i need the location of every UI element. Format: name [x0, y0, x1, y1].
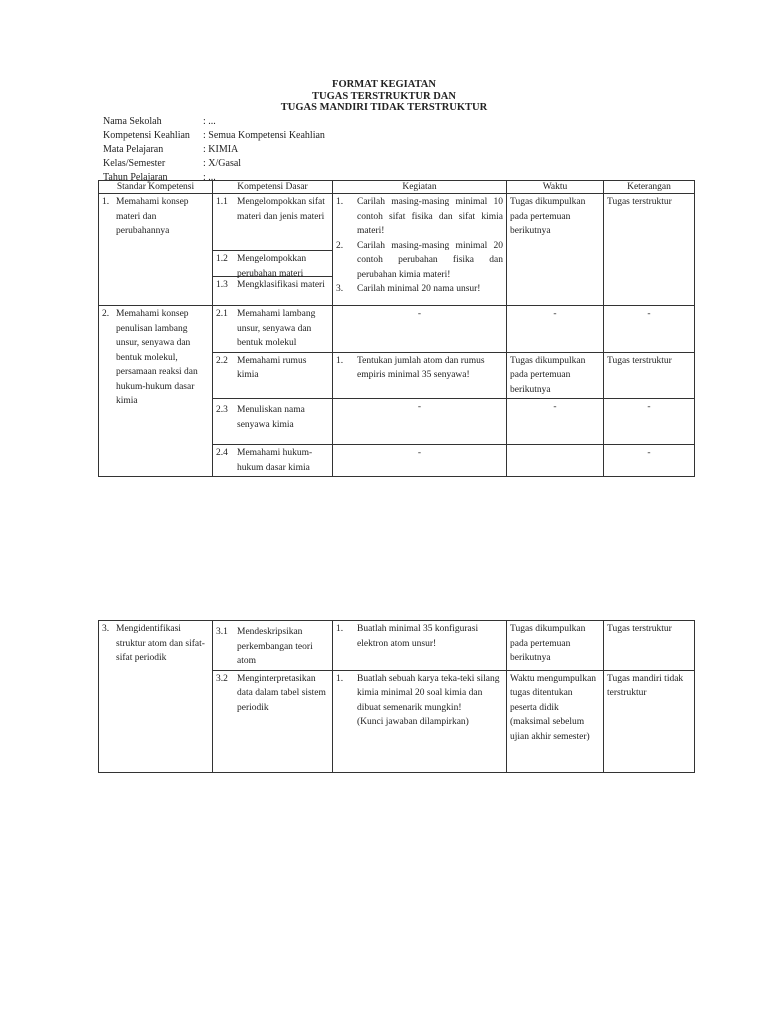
kd-cell [213, 621, 333, 671]
list-text: Tentukan jumlah atom dan rumus empiris minimal 35 senyawa! [357, 355, 485, 380]
kd-number: 2.3 [216, 405, 228, 415]
kd-text: Memahami rumus kimia [237, 355, 307, 380]
kd-text: Memahami hukum-hukum dasar kimia [237, 448, 313, 473]
kd-number: 1.1 [216, 197, 228, 207]
meta-row-school [103, 115, 325, 129]
sk-text: Memahami konsep materi dan perubahannya [116, 197, 189, 236]
sk-text: Memahami konsep penulisan lambang unsur, senyawa dan bentuk molekul, persamaan reaksi dan hukum-hukum dasar kimia [116, 309, 198, 406]
table-row-sk2-a [99, 306, 695, 353]
kd-cell [213, 306, 333, 353]
waktu-cell: - [507, 399, 604, 445]
header-kegiatan: Kegiatan [333, 181, 507, 194]
waktu-cell: - [507, 306, 604, 353]
list-number: 1. [336, 355, 344, 366]
meta-value: : ... [203, 172, 216, 183]
kd-number: 3.1 [216, 627, 228, 637]
meta-label: Nama Sekolah [103, 116, 162, 127]
kd-text: Mengklasifikasi materi [237, 280, 325, 290]
kd-text: Mengelompokkan perubahan materi [237, 254, 307, 279]
activity-table-1 [98, 180, 695, 477]
meta-value: : KIMIA [203, 144, 239, 155]
list-number: 2. [336, 240, 344, 251]
document-title-line-3: TUGAS MANDIRI TIDAK TERSTRUKTUR [280, 102, 488, 113]
kegiatan-cell [333, 621, 507, 671]
waktu-cell [507, 445, 604, 477]
waktu-cell: Tugas dikumpulkan pada pertemuan berikutnya [507, 621, 604, 671]
keterangan-cell: - [604, 399, 695, 445]
list-number: 1. [336, 673, 344, 684]
sk-number: 2. [102, 309, 110, 319]
kd-cell [213, 399, 333, 445]
keterangan-cell: Tugas terstruktur [604, 352, 695, 399]
kd-number: 2.4 [216, 448, 228, 458]
meta-row-subject [103, 143, 325, 157]
document-title-line-1: FORMAT KEGIATAN [332, 79, 436, 90]
kd-number: 1.2 [216, 254, 228, 264]
sk-cell [99, 621, 213, 773]
table-row-sk1 [99, 194, 695, 306]
keterangan-cell: - [604, 306, 695, 353]
waktu-cell: Tugas dikumpulkan pada pertemuan berikutnya [507, 352, 604, 399]
list-text: Carilah minimal 20 nama unsur! [357, 284, 481, 294]
keterangan-cell: Tugas terstruktur [604, 194, 695, 306]
kd-number: 1.3 [216, 280, 228, 290]
sk-text: Mengidentifikasi struktur atom dan sifat-sifat periodik [116, 624, 205, 663]
list-text: Carilah masing-masing minimal 10 contoh sifat fisika dan sifat kimia materi! [357, 197, 503, 236]
meta-label: Kelas/Semester [103, 158, 166, 169]
meta-block [103, 115, 325, 185]
sk-cell [99, 194, 213, 306]
kd-number: 2.1 [216, 309, 228, 319]
waktu-cell: Waktu mengumpulkan tugas ditentukan peserta didik (maksimal sebelum ujian akhir semester) [507, 670, 604, 772]
kd-text: Menginterpretasikan data dalam tabel sistem periodik [237, 673, 326, 713]
kd-cell [213, 194, 333, 306]
kegiatan-cell: - [333, 306, 507, 353]
kegiatan-cell: - [333, 445, 507, 477]
kd-cell [213, 445, 333, 477]
kd-text: Mengelompokkan sifat materi dan jenis materi [237, 197, 325, 222]
meta-value: : ... [203, 116, 216, 127]
meta-label: Tahun Pelajaran [103, 172, 168, 183]
kegiatan-cell: - [333, 399, 507, 445]
kd-text: Menuliskan nama senyawa kimia [237, 405, 305, 430]
kd-number: 3.2 [216, 673, 228, 684]
meta-value: : Semua Kompetensi Keahlian [203, 130, 325, 141]
meta-row-class [103, 157, 325, 171]
header-standar-kompetensi: Standar Kompetensi [99, 181, 213, 194]
kegiatan-cell [333, 352, 507, 399]
meta-label: Kompetensi Keahlian [103, 130, 190, 141]
list-text: Buatlah sebuah karya teka-teki silang kimia minimal 20 soal kimia dan dibuat semenarik mungkin! [357, 673, 500, 713]
list-number: 1. [336, 624, 344, 634]
list-number: 3. [336, 284, 344, 294]
kd-number: 2.2 [216, 355, 228, 366]
keterangan-cell: Tugas mandiri tidak terstruktur [604, 670, 695, 772]
meta-value: : X/Gasal [203, 158, 242, 169]
header-keterangan: Keterangan [604, 181, 695, 194]
document-title-line-2: TUGAS TERSTRUKTUR DAN [312, 91, 456, 102]
list-text: Buatlah minimal 35 konfigurasi elektron atom unsur! [357, 624, 479, 649]
kegiatan-cell [333, 194, 507, 306]
kd-cell [213, 352, 333, 399]
kd-cell [213, 670, 333, 772]
header-kompetensi-dasar: Kompetensi Dasar [213, 181, 333, 194]
sk-number: 3. [102, 624, 110, 634]
list-note: (Kunci jawaban dilampirkan) [357, 717, 469, 727]
sk-number: 1. [102, 197, 110, 207]
kd-text: Memahami lambang unsur, senyawa dan bentuk molekul [237, 309, 316, 348]
kegiatan-cell [333, 670, 507, 772]
keterangan-cell: Tugas terstruktur [604, 621, 695, 671]
meta-label: Mata Pelajaran [103, 144, 164, 155]
table-header-row [99, 181, 695, 194]
table-row-sk3-a [99, 621, 695, 671]
waktu-cell: Tugas dikumpulkan pada pertemuan berikutnya [507, 194, 604, 306]
sk-cell [99, 306, 213, 477]
meta-row-expertise [103, 129, 325, 143]
activity-table-2 [98, 620, 695, 773]
kd-text: Mendeskripsikan perkembangan teori atom [237, 627, 313, 666]
list-number: 1. [336, 197, 344, 207]
header-waktu: Waktu [507, 181, 604, 194]
list-text: Carilah masing-masing minimal 20 contoh perubahan fisika dan perubahan kimia materi! [357, 240, 503, 280]
keterangan-cell: - [604, 445, 695, 477]
